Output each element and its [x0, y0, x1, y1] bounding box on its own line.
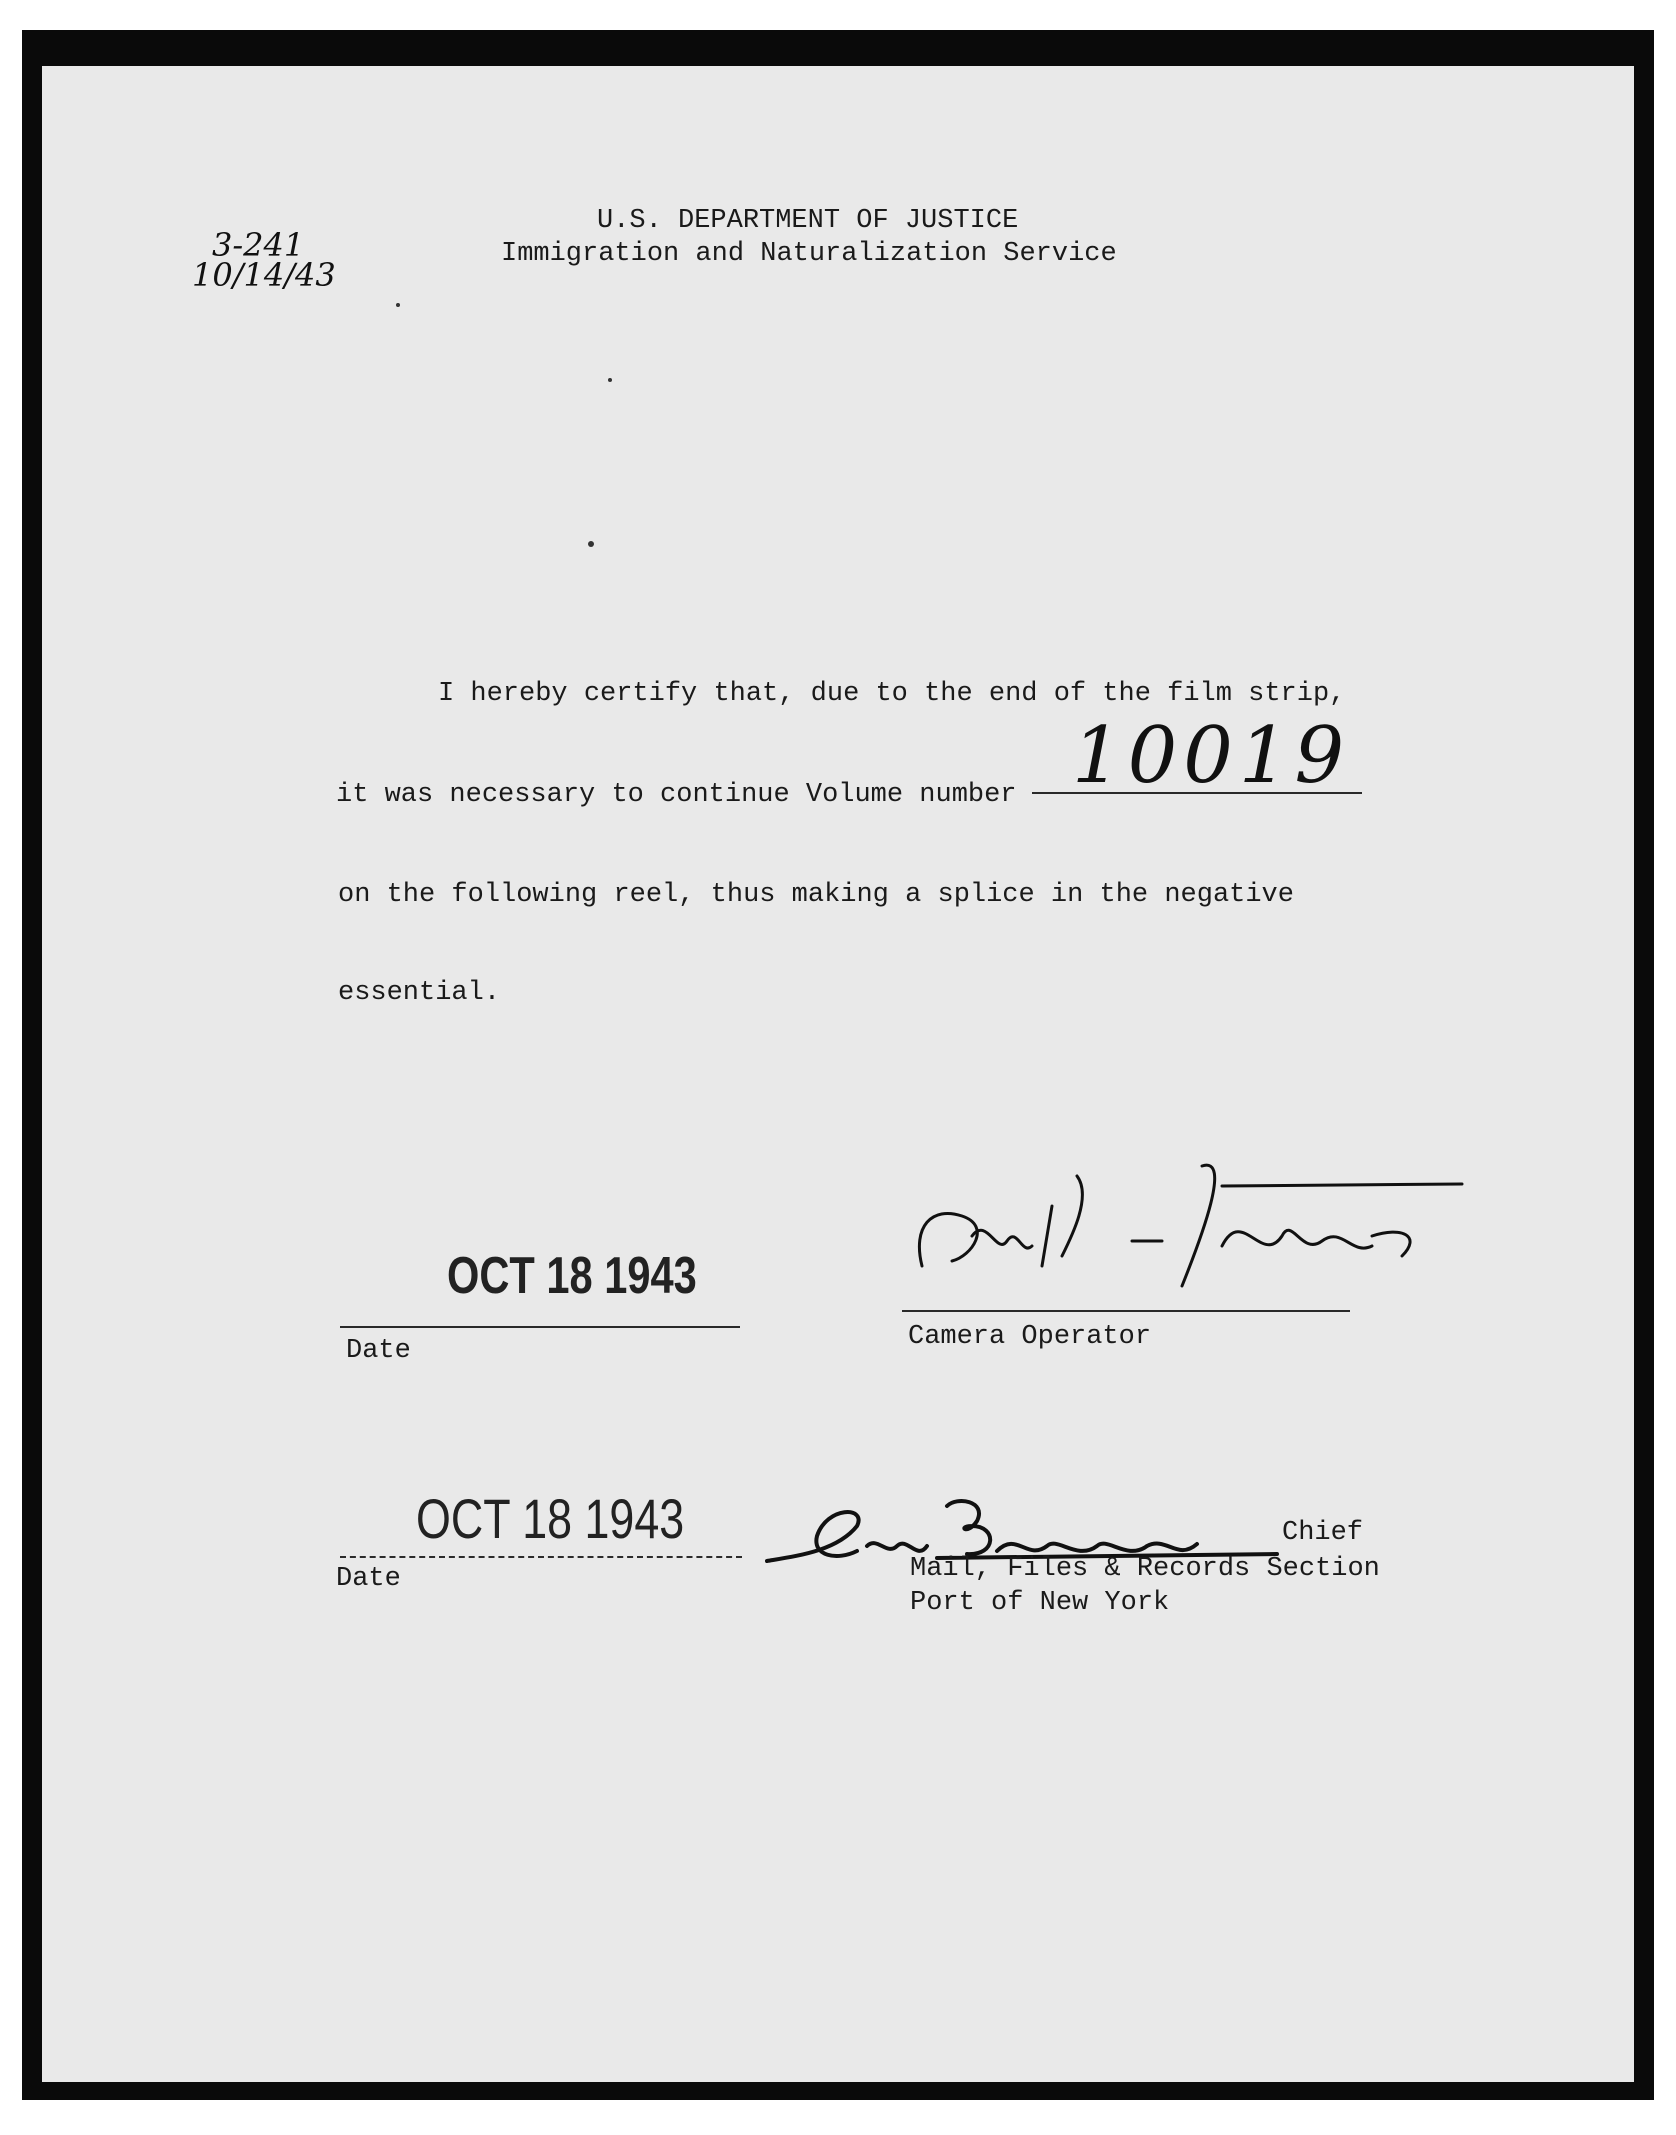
form-date: 10/14/43 — [192, 256, 336, 294]
chief-date-stamp: OCT 18 1943 — [416, 1487, 685, 1550]
section-name: Mail, Files & Records Section — [910, 1554, 1380, 1584]
camera-date-stamp: OCT 18 1943 — [447, 1247, 697, 1305]
certification-line-2: it was necessary to continue Volume number — [336, 780, 1017, 810]
port-name: Port of New York — [910, 1588, 1170, 1618]
scan-speck — [608, 378, 612, 382]
certification-line-3: on the following reel, thus making a splice in the negative — [338, 880, 1294, 910]
volume-number: 10019 — [1072, 711, 1351, 801]
camera-operator-label: Camera Operator — [908, 1322, 1152, 1352]
document-page — [42, 66, 1634, 2082]
certification-line-1: I hereby certify that, due to the end of the film strip, — [438, 679, 1346, 709]
camera-operator-signature — [902, 1146, 1462, 1316]
chief-title: Chief — [1282, 1518, 1364, 1548]
chief-date-label: Date — [336, 1564, 401, 1594]
scan-speck — [588, 541, 594, 547]
camera-signature-line — [902, 1310, 1350, 1312]
camera-date-label: Date — [346, 1336, 411, 1366]
scan-speck — [396, 303, 400, 307]
service-heading: Immigration and Naturalization Service — [501, 239, 1117, 269]
form-number: 3-241 — [212, 226, 305, 264]
certification-line-4: essential. — [338, 978, 501, 1008]
camera-date-line — [340, 1326, 740, 1328]
chief-date-line — [340, 1556, 742, 1558]
department-heading: U.S. DEPARTMENT OF JUSTICE — [597, 206, 1019, 236]
